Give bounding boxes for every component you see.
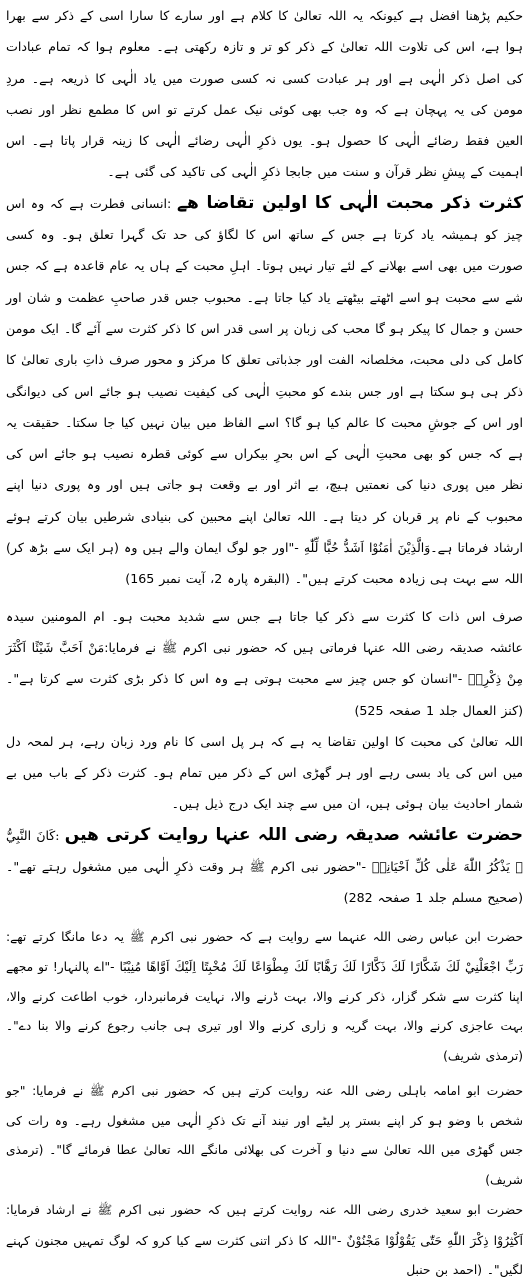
quran-verse-translation: -"اور جو لوگ ایمان والے ہیں وہ (ہر ایک سے بڑھ کر) اللہ سے بہت ہی زیادہ محبت کرتے ہیں"۔ (البقرہ پارہ 2، آیت نمبر 165): [6, 540, 523, 587]
hadith-arabic-love: مَنْ اَحَبَّ شَيْئًا اَكْثَرَ مِنْ ذِكْرِهٖ: [6, 639, 523, 687]
love-requirement-paragraph: [6, 188, 523, 595]
spacer: [6, 914, 523, 922]
abu-saeed-paragraph: [6, 1195, 523, 1286]
hadith-translation-love: -"انسان کو جس چیز سے محبت ہوتی ہے وہ اس کا ذکر بڑی کثرت سے کرتا ہے"۔ (کنز العمال جلد 1 صفحہ 525): [6, 671, 523, 718]
abu-saeed-intro: حضرت ابو سعید خدری رضی اللہ عنہ روایت کرتے ہیں کہ حضور نبی اکرم ﷺ نے ارشاد فرمایا:: [6, 1203, 523, 1218]
intro-text: حکیم پڑھنا افضل ہے کیونکہ یہ اللہ تعالیٰ کا کلام ہے اور سارے کا سارا اسی کے ذکر سے بھرا ہوا ہے، اس کی تلاوت اللہ تعالیٰ کے ذکر کو تر و تازہ رکھتی ہے۔ معلوم ہوا کہ تمام عبادات کی اصل ذکر الٰہی ہے اور ہر عبادت کسی نہ کسی صورت میں یاد الٰہی کا ذریعہ ہے۔ مردِ مومن کی یہ پہچان ہے کہ وہ جب بھی کوئی نیک عمل کرتے تو اس کا مطمع نظر اور نصب العین فقط رضائے الٰہی کا حصول ہو۔ یوں ذکرِ الٰہی رضائے الٰہی کا زینہ قرار پاتا ہے۔ اس اہمیت کے پیشِ نظر قرآن و سنت میں جابجا ذکرِ الٰہی کی تاکید کی گئی ہے۔: [6, 8, 523, 180]
aisha-love-intro: صرف اس ذات کا کثرت سے ذکر کیا جاتا ہے جس سے شدید محبت ہو۔ ام المومنین سیدہ عائشہ صدیقہ رضی اللہ عنہا فرماتی ہیں کہ حضور نبی اکرم ﷺ نے فرمایا:: [6, 608, 523, 655]
section-heading-love: کثرت ذکر محبت الٰہی کا اولین تقاضا ھے: [177, 192, 523, 213]
aisha-narration-paragraph: [6, 820, 523, 914]
intro-paragraph: [6, 0, 523, 188]
hadith-arabic-abu-saeed: اَكْثِرُوْا ذِكْرَ اللّٰهِ حَتّٰى يَقُوْلُوْا مَجْنُوْنٌ: [346, 1232, 524, 1248]
hadith-arabic-aisha: :كَانَ النَّبِيُّ ﷺ يَذْكُرُ اللّٰهَ عَلٰى كُلِّ اَحْيَانِهٖ: [6, 827, 523, 875]
aisha-love-hadith-paragraph: [6, 601, 523, 726]
remembrance-demand-paragraph: [6, 726, 523, 820]
love-requirement-text: :انسانی فطرت ہے کہ وہ اس چیز کو ہمیشہ یاد کرتا ہے جس کے ساتھ اس کا لگاؤ کی حد تک گہرا تعلق ہو۔ وہ کسی صورت میں بھی اسے بھلانے کے لئے تیار نہیں ہوتا۔ اہلِ محبت کے ہاں یہ عام قاعدہ ہے کہ جس شے سے محبت ہو اسے اٹھتے بیٹھتے یاد کیا جاتا ہے۔ محبوب جس قدر صاحبِ عظمت و شان اور حسن و جمال کا پیکر ہو گا محب کی زبان پر اسی قدر اس کا ذکر کثرت سے آئے گا۔ ایک مومن کامل کی دلی محبت، مخلصانہ الفت اور جذباتی تعلق کا مرکز و محور صرف ذاتِ باری تعالیٰ کا ذکر ہی ہو سکتا ہے اور جس بندے کو محبتِ الٰہی کی کیفیت نصیب ہو جائے اس کی دیوانگی اور اس کے جوشِ محبت کا عالم کیا ہو گا؟ اسے الفاظ میں بیان نہیں کیا جا سکتا۔ حقیقت یہ ہے کہ جس کو بھی محبتِ الٰہی کے اس بحرِ بیکراں سے کوئی قطرہ نصیب ہو جائے اس کی نظر میں پوری دنیا کی نعمتیں ہیچ، بے اثر اور بے وقعت ہو جاتی ہیں اور وہ پوری دنیا اپنے محبوب کے نام پر قربان کر دیتا ہے۔ اللہ تعالیٰ اپنے محبین کی بنیادی شرطیں بیان کرتے ہوئے ارشاد فرماتا ہے۔: [6, 195, 523, 556]
dua-translation: -"اے پالنہار! تو مجھے اپنا کثرت سے شکر گزار، ذکر کرنے والا، بہت ڈرنے والا، نہایت فرمانبردار، خوب اطاعت کرنے والا، بہت عاجزی کرنے والا، بہت گریہ و زاری کرنے والا اور تیری ہی جانب رجوع کرنے والا بنا دے"۔ (ترمذی شریف): [6, 960, 523, 1063]
hadith-translation-abu-saeed: -"اللہ کا ذکر اتنی کثرت سے کیا کرو کہ لوگ تمہیں مجنون کہنے لگیں"۔ (احمد بن حنبل: [6, 1233, 523, 1278]
remembrance-demand-text: اللہ تعالیٰ کی محبت کا اولین تقاضا یہ ہے کہ ہر پل اسی کا نام ورد زبان رہے، ہر لمحہ دل میں اس کی یاد بسی رہے اور ہر گھڑی اس کے ذکر میں تمام ہو۔ کثرت ذکر کے باب میں بے شمار احادیث بیان ہوئی ہیں، ان میں سے چند ایک درج ذیل ہیں۔: [6, 733, 523, 812]
quran-verse-arabic: وَالَّذِيْنَ اٰمَنُوْا اَشَدُّ حُبًّا لِّلّٰهِ: [303, 540, 431, 556]
abu-umama-paragraph: [6, 1077, 523, 1195]
dua-arabic: رَبِّ اجْعَلْنِيْ لَكَ شَكَّارًا لَكَ ذَكَّارًا لَكَ رَهَّابًا لَكَ مِطْوَاعًا لَكَ مُخْبِتًا اِلَيْكَ اَوَّاهًا مُنِيْبًا: [119, 959, 523, 975]
abu-umama-text: حضرت ابو امامہ باہلی رضی اللہ عنہ روایت کرتے ہیں کہ حضور نبی اکرم ﷺ نے فرمایا: "جو شخص با وضو ہو کر اپنے بستر پر لیٹے اور نیند آنے تک ذکرِ الٰہی میں مشغول رہے۔ وہ رات کی جس گھڑی میں اللہ تعالیٰ سے دنیا و آخرت کی بھلائی مانگے اللہ تعالیٰ عطا فرمائے گا"۔ (ترمذی شریف): [6, 1084, 523, 1187]
ibn-abbas-paragraph: [6, 922, 523, 1072]
section-heading-aisha: حضرت عائشہ صدیقہ رضی اللہ عنہا روایت کرتی ھیں: [64, 824, 523, 845]
ibn-abbas-intro: حضرت ابن عباس رضی اللہ عنہما سے روایت ہے کہ حضور نبی اکرم ﷺ یہ دعا مانگا کرتے تھے:: [6, 929, 523, 944]
hadith-translation-aisha: -"حضور نبی اکرم ﷺ ہر وقت ذکرِ الٰہی میں مشغول رہتے تھے"۔ (صحیح مسلم جلد 1 صفحہ 282): [6, 859, 523, 906]
